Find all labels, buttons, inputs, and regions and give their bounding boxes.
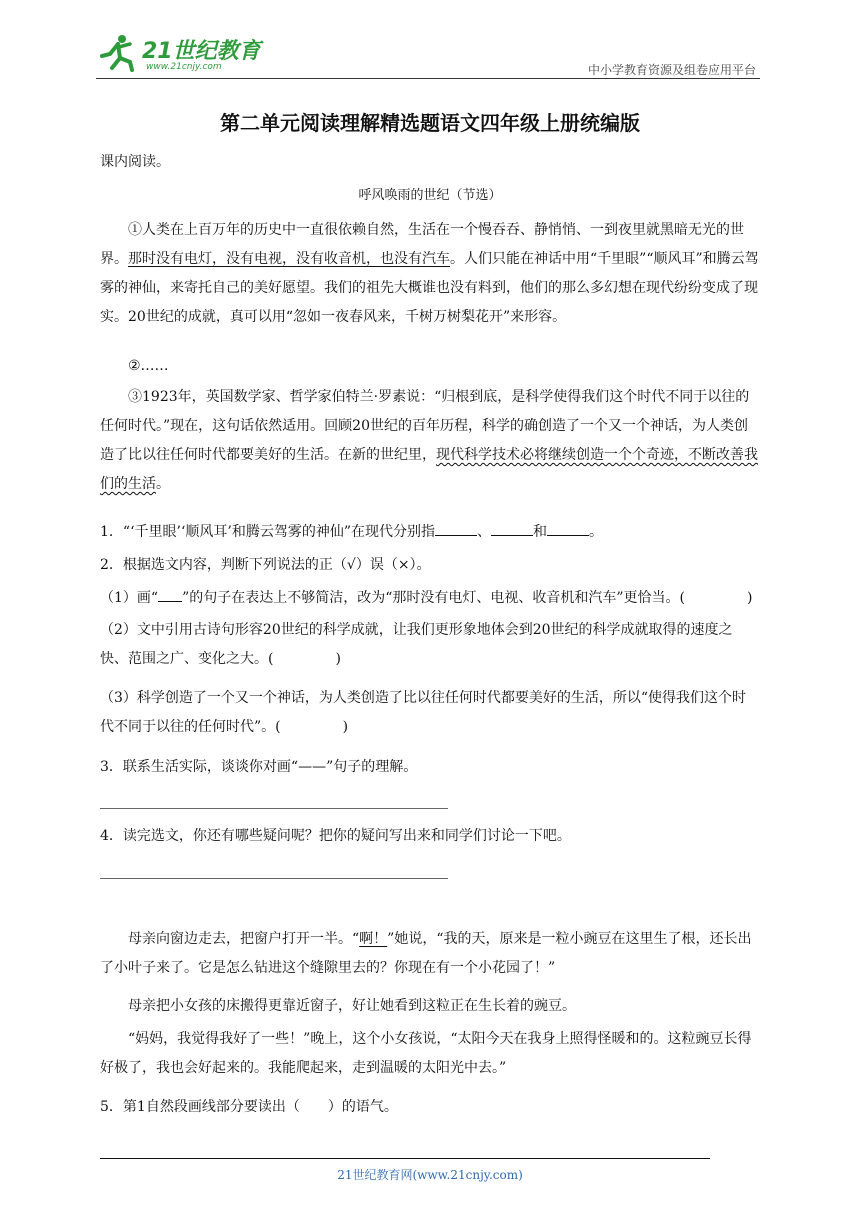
question-2-item-1: （1）画“ ”的句子在表达上不够简洁，改为“那时没有电灯、电视、收音机和汽车”更恰当。( ) (100, 584, 760, 613)
passage-paragraph-3: ③1923年，英国数学家、哲学家伯特兰·罗素说：“归根到底，是科学使得我们这个时代不同于以往的任何时代。”现在，这句话依然适用。回顾20世纪的百年历程，科学的确创造了一个又一个神话，为人类创造了比以往任何时代都要美好的生活。在新的世纪里，现代科学技术必将继续创造一个个奇迹，不断改善我们的生活。 (100, 389, 758, 492)
passage2-paragraph-2: 母亲把小女孩的床搬得更靠近窗子，好让她看到这粒正在生长着的豌豆。 (128, 998, 576, 1014)
platform-name: 中小学教育资源及组卷应用平台 (587, 63, 756, 77)
answer-blank[interactable] (547, 520, 589, 536)
page-title: 第二单元阅读理解精选题语文四年级上册统编版 (220, 111, 640, 135)
marked-sentence: 现代科学技术必将继续创造一个个奇迹，不断改善我们的生活 (100, 447, 758, 492)
passage-paragraph-2: ②…… (128, 358, 169, 374)
question-1: 1．“‘千里眼’‘顺风耳’和腾云驾雾的神仙”在现代分别指 、 和 。 (100, 518, 760, 547)
logo (96, 30, 276, 76)
underlined-word: 啊！ (359, 931, 388, 947)
section-intro: 课内阅读。 (100, 154, 170, 170)
question-2-item-3: （3）科学创造了一个又一个神话，为人类创造了比以往任何时代都要美好的生活，所以“使得我们这个时代不同于以往的任何时代”。( ) (100, 690, 747, 735)
question-3: 3．联系生活实际，谈谈你对画“——”句子的理解。 (100, 759, 418, 775)
runner-logo-icon (98, 32, 138, 74)
answer-line[interactable] (100, 808, 448, 809)
answer-blank[interactable] (491, 520, 533, 536)
passage2-paragraph-3: “妈妈，我觉得我好了一些！”晚上，这个小女孩说，“太阳今天在我身上照得怪暖和的。这粒豌豆长得好极了，我也会好起来的。我能爬起来，走到温暖的太阳光中去。” (100, 1031, 752, 1076)
passage-paragraph-1: ①人类在上百万年的历史中一直很依赖自然，生活在一个慢吞吞、静悄悄、一到夜里就黑暗无光的世界。那时没有电灯，没有电视，没有收音机，也没有汽车。人们只能在神话中用“千里眼”“顺风耳”和腾云驾雾的神仙，来寄托自己的美好愿望。我们的祖先大概谁也没有料到，他们的那么多幻想在现代纷纷变成了现实。20世纪的成就，真可以用“忽如一夜春风来，千树万树梨花开”来形容。 (100, 222, 759, 325)
question-4: 4．读完选文，你还有哪些疑问呢？把你的疑问写出来和同学们讨论一下吧。 (100, 828, 571, 844)
question-2: 2．根据选文内容，判断下列说法的正（√）误（×）。 (100, 557, 431, 573)
footer-divider (100, 1158, 710, 1159)
answer-blank[interactable] (435, 520, 477, 536)
logo-url: www.21cnjy.com (146, 62, 222, 72)
question-5: 5．第1自然段画线部分要读出（ ）的语气。 (100, 1099, 398, 1115)
page-header (96, 30, 760, 80)
logo-text: 21世纪教育 (142, 39, 261, 64)
passage-title: 呼风唤雨的世纪（节选） (358, 188, 502, 203)
footer-text: 21世纪教育网(www.21cnjy.com) (337, 1168, 523, 1182)
underlined-sentence: 那时没有电灯，没有电视，没有收音机，也没有汽车 (128, 251, 450, 267)
question-2-item-2: （2）文中引用古诗句形容20世纪的科学成就，让我们更形象地体会到20世纪的科学成就取得的速度之快、范围之广、变化之大。( ) (100, 622, 733, 667)
passage2-paragraph-1: 母亲向窗边走去，把窗户打开一半。“啊！”她说，“我的天，原来是一粒小豌豆在这里生了根，还长出了小叶子来了。它是怎么钻进这个缝隙里去的？你现在有一个小花园了！” (100, 931, 752, 976)
answer-line[interactable] (100, 878, 448, 879)
header-divider (96, 78, 760, 79)
